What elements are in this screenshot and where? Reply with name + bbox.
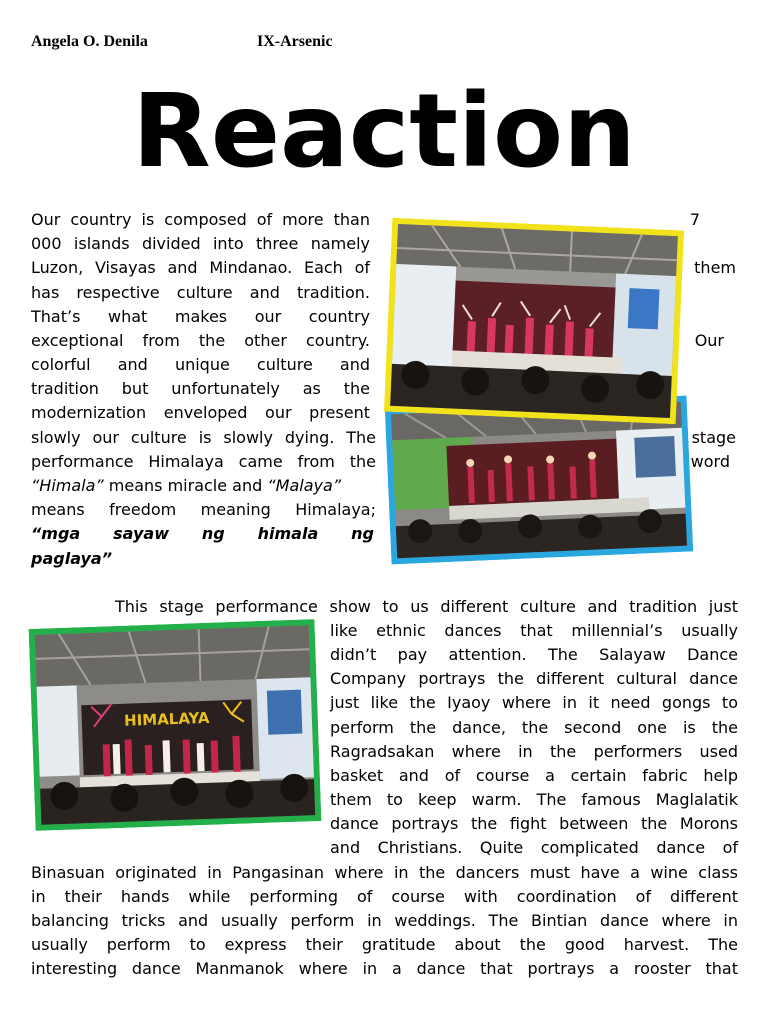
text-line: dance portrays the fight between the Morons bbox=[330, 814, 738, 833]
text-line: means freedom meaning Himalaya; bbox=[31, 500, 376, 519]
himala-mid: means miracle and bbox=[103, 476, 268, 495]
text-line: interesting dance Manmanok where in a dance that portrays a rooster that bbox=[31, 959, 738, 978]
text-line: This stage performance show to us different culture and tradition just bbox=[115, 597, 738, 616]
text-line: and Christians. Quite complicated dance of bbox=[330, 838, 738, 857]
text-line: didn’t pay attention. The Salayaw Dance bbox=[330, 645, 738, 664]
text-line: them to keep warm. The famous Maglalatik bbox=[330, 790, 738, 809]
text-line: has respective culture and tradition. bbox=[31, 283, 370, 302]
text-line: colorful and unique culture and bbox=[31, 355, 370, 374]
class-section: IX-Arsenic bbox=[257, 33, 333, 50]
page-title: Reaction bbox=[132, 72, 636, 191]
text-line: usually perform to express their gratitude about the good harvest. The bbox=[31, 935, 738, 954]
text-line: Ragradsakan where in the performers used bbox=[330, 742, 738, 761]
himalaya-banner: HIMALAYA bbox=[123, 708, 210, 730]
bold-phrase-line: paglaya” bbox=[31, 549, 113, 568]
text-fragment: word bbox=[690, 452, 730, 471]
text-line: Our country is composed of more than bbox=[31, 210, 370, 229]
text-line: like ethnic dances that millennial’s usually bbox=[330, 621, 738, 640]
author-name: Angela O. Denila bbox=[31, 33, 148, 50]
text-fragment: stage bbox=[691, 428, 736, 447]
dance-photo-3 bbox=[29, 619, 322, 831]
text-line: Company portrays the different cultural dance bbox=[330, 669, 738, 688]
text-line: just like the Iyaoy where in it need gongs to bbox=[330, 693, 738, 712]
malaya-word: “Malaya” bbox=[267, 476, 342, 495]
text-line: basket and of course a certain fabric help bbox=[330, 766, 738, 785]
text-line: That’s what makes our country bbox=[31, 307, 370, 326]
text-line: balancing tricks and usually perform in weddings. The Bintian dance where in bbox=[31, 911, 738, 930]
text-line: Binasuan originated in Pangasinan where in the dancers must have a wine class bbox=[31, 863, 738, 882]
text-line: in their hands while performing of course with coordination of different bbox=[31, 887, 738, 906]
dance-photo-1 bbox=[384, 218, 684, 425]
bold-phrase-line: “mga sayaw ng himala ng bbox=[31, 524, 374, 543]
text-line: modernization enveloped our present bbox=[31, 403, 370, 422]
himala-word: “Himala” bbox=[31, 476, 104, 495]
text-fragment: 7 bbox=[689, 210, 700, 229]
text-line: Luzon, Visayas and Mindanao. Each of bbox=[31, 258, 370, 277]
text-line: tradition but unfortunately as the bbox=[31, 379, 370, 398]
text-line-himala bbox=[31, 474, 376, 498]
text-fragment: them bbox=[694, 258, 736, 277]
text-line: 000 islands divided into three namely bbox=[31, 234, 370, 253]
text-fragment: Our bbox=[694, 331, 724, 350]
text-line: performance Himalaya came from the bbox=[31, 452, 376, 471]
text-line: perform the dance, the second one is the bbox=[330, 718, 738, 737]
text-line: exceptional from the other country. bbox=[31, 331, 370, 350]
text-line: slowly our culture is slowly dying. The bbox=[31, 428, 376, 447]
